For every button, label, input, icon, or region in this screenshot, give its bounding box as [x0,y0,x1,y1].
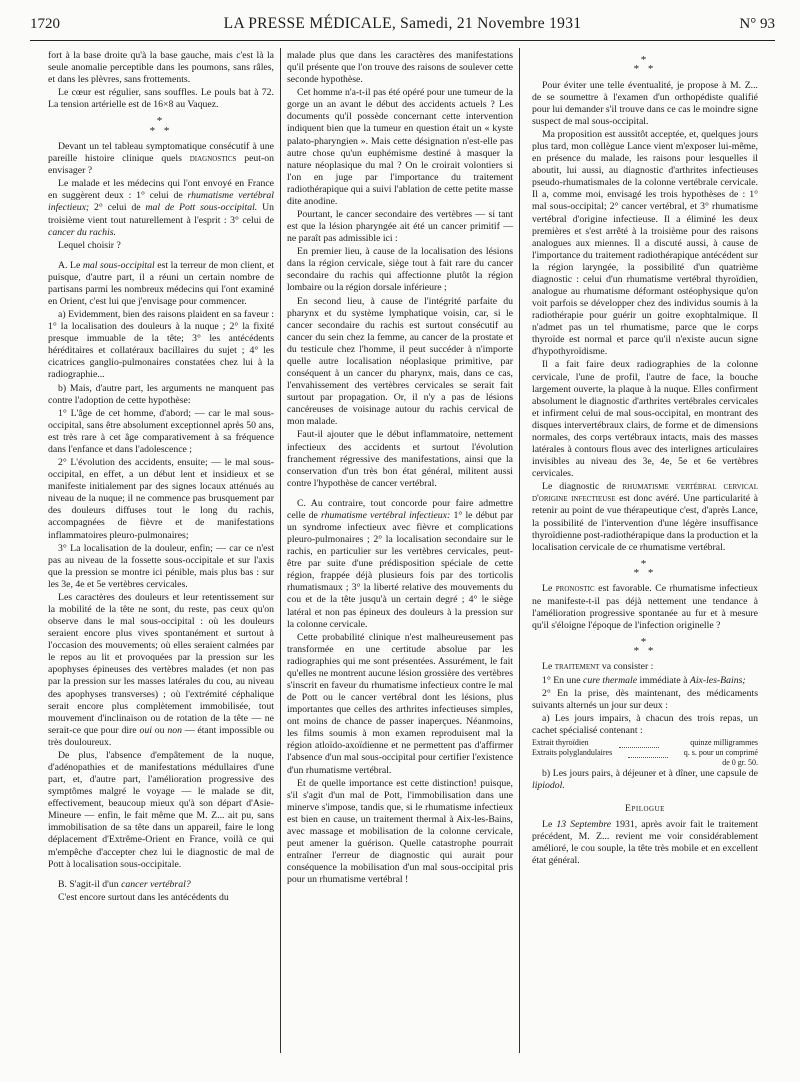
paragraph: Ma proposition est aussitôt acceptée, et, quelques jours plus tard, mon collègue Lance vient m'exposer lui-même, en présence du malade, les raisons pour lesquelles il aboutit, lui aussi, au diagnostic d'arthrites infectieuses pseudo-rhumatismales de la colonne vertébrale cervicale. Il a, comme moi, envisagé les trois hypothèses de : 1° mal sous-occipital; 2° cancer vertébral, et 3° rhumatisme vertébral d'origine infectieuse. Il a éliminé les deux premières et s'est arrêté à la troisième pour des raisons analogues aux miennes. Il a discuté aussi, à cause de l'importance du traitement radiothérapique antécédent sur la région laryngée, la possibilité d'un quatrième diagnostic : celui d'un rhumatisme vertébral thyroïdien, analogue au rhumatisme déformant ostéophysique qu'on voit parfois se développer chez des individus soumis à la radiothérapie pour guérir un goitre exophtalmique. Il n'admet pas un tel rhumatisme, parce que le corps thyroïde est normal et parce qu'il n'existe aucun signe d'hypothyroïdisme. [532,129,758,358]
section-separator: * * * [633,635,657,658]
issue-number: N° 93 [739,16,775,32]
paragraph: a) Evidemment, bien des raisons plaident en sa faveur : 1° la localisation des douleurs à la nuque ; 2° la fixité presque immuable de la tête; 3° les antécédents héréditaires et collatéraux bacillaires du sujet ; 4° les cicatrices ganglio-pulmonaires constatées chez lui à la radiographie... [48,309,274,381]
paragraph: 3° La localisation de la douleur, enfin; — car ce n'est pas au niveau de la fossette sous-occipitale et sur l'axis que la pression se montre ici pénible, mais plus bas : sur les 3e, 4e et 5e vertèbres cervicales. [48,542,274,590]
page-number: 1720 [30,16,60,32]
paragraph: Cette probabilité clinique n'est malheureusement pas transformée en une certitude absolue par les radiographies qui me sont présentées. Assurément, le fait qu'elles ne montrent aucune lésion grossière des vertèbres s'inscrit en faveur du rhumatisme infectieux contre le mal de Pott ou le cancer vertébral dont les lésions, plus importantes que celles des arthrites infectieuses simples, ont moins de chance de passer inaperçues. Néanmoins, les films soumis à mon examen reproduisent mal la région atloïdo-axoïdienne et ne permettent pas d'affirmer l'absence d'un mal sous-occipital pour certifier l'existence d'un rhumatisme vertébral. [287,631,513,776]
paragraph: Lequel choisir ? [58,239,121,251]
paragraph: C'est encore surtout dans les antécédents du [58,891,229,903]
paragraph: En second lieu, à cause de l'intégrité parfaite du pharynx et du système lymphatique voisin, car, si le cancer secondaire du rachis est surtout consécutif au cancer du sein chez la femme, au cancer de la prostate et du testicule chez l'homme, il peut succéder à n'importe quelle autre localisation néoplasique primitive, par conséquent à un cancer du pharynx, mais, dans ce cas, l'envahissement des vertèbres cervicales se serait fait surtout par propagation. Or, il n'y a pas de lésions cancéreuses de voisinage autour du rachis cervical de mon malade. [287,295,513,428]
paragraph: Cet homme n'a-t-il pas été opéré pour une tumeur de la gorge un an avant le début des accidents actuels ? Les documents qu'il possède concernant cette intervention indiquent bien que la tumeur en question était un « kyste palato-pharyngien ». Mais cette désignation n'est-elle pas autre chose qu'un euphémisme destiné à masquer la nature néoplasique du mal ? On le croirait volontiers si l'on en juge par l'importance du traitement radiothérapique qui a suivi l'ablation de cette petite masse dite anodine. [287,87,513,207]
column-1 [48,50,274,905]
paragraph: Le diagnostic de rhumatisme vertébral cervical d'origine infectieuse est donc avéré. Une particularité à retenir au point de vue thérapeutique c'est, d'après Lance, la possibilité de l'intervention d'une légère insuffisance thyroïdienne post-radiothérapique dans la production et la localisation cervicale de ce rhumatisme vertébral. [532,481,759,553]
paragraph: Le malade et les médecins qui l'ont envoyé en France en suggèrent deux : 1° celui de rhumatisme vertébral infectieux; 2° celui de mal de Pott sous-occipital. Un troisième vient tout naturellement à l'esprit : 3° celui de cancer du rachis. [48,178,274,238]
paragraph: 2° L'évolution des accidents, ensuite; — le mal sous-occipital, en effet, a un début lent et insidieux et se manifeste initialement par des signes locaux atténués au niveau de la nuque; il ne commence pas brusquement par des douleurs diffuses tout le long du rachis, accompagnées de fièvre et de manifestations inflammatoires pleuro-pulmonaires; [48,457,274,541]
paragraph: Faut-il ajouter que le début inflammatoire, nettement infectieux des accidents et surtout l'évolution franchement régressive des manifestations, ainsi que la conservation d'un très bon état général, militent aussi contre l'hypothèse de cancer vertébral. [287,429,513,489]
paragraph: Les caractères des douleurs et leur retentissement sur la mobilité de la tête ne sont, du reste, pas ceux qu'on observe dans le mal sous-occipital : où les douleurs seraient encore plus vives spontanément et surtout à l'occasion des mouvements; où elles seraient calmées par le repos au lit et provoquées par la pression sur les apophyses épineuses des vertèbres malades (et non pas par la pression sur les masses latérales du cou, au niveau des apophyses transverses) ; où l'extrémité céphalique serait encore plus complètement immobilisée, tout mouvement d'inclinaison ou de rotation de la tête — ne serait-ce que pour dire oui ou non — étant impossible ou très douloureux. [48,591,275,748]
paragraph: Pourtant, le cancer secondaire des vertèbres — si tant est que la lésion pharyngée ait été un cancer primitif — ne paraît pas admissible ici : [287,209,513,245]
prescription: Extrait thyroïdien quinze milligrammes Extraits polyglandulaires q. s. pour un comprimé de 0 gr. 50. [532,737,758,767]
section-separator: * * * [149,115,173,137]
paragraph: A. Le mal sous-occipital est la terreur de mon client, et puisque, d'autre part, il a réuni un certain nombre de partisans parmi les nombreux médecins qui l'ont examiné en Orient, c'est lui que j'envisage pour commencer. [48,259,275,308]
epilogue-heading: Epilogue [625,803,665,815]
paragraph: B. S'agit-il d'un cancer vertébral? [58,878,191,890]
column-divider [280,48,281,1053]
paragraph: Et de quelle importance est cette distinction! puisque, s'il s'agit d'un mal de Pott, l'immobilisation dans une minerve s'impose, tandis que, si le rhumatisme infectieux est bien en cause, un traitement thermal à Aix-les-Bains, avec massage et mobilisation de la colonne cervicale, peut amener la guérison. Quelle catastrophe pourrait entraîner l'erreur de diagnostic qui aurait pour conséquence la mobilisation d'un mal sous-occipital pris pour un rhumatisme vertébral ! [287,777,513,886]
column-divider [519,48,520,1053]
paragraph: malade plus que dans les caractères des manifestations qu'il présente que l'on trouve des raisons de soulever cette seconde hypothèse. [287,50,513,86]
column-2 [287,50,513,887]
section-separator: * * * [633,557,657,580]
paragraph: Pour éviter une telle éventualité, je propose à M. Z... de se soumettre à l'examen d'un orthopédiste qualifié pour lui demander s'il trouve dans ce cas le moindre signe suspect de mal sous-occipital. [532,79,758,127]
journal-title: LA PRESSE MÉDICALE, Samedi, 21 Novembre 1931 [223,15,582,32]
paragraph: a) Les jours impairs, à chacun des trois repas, un cachet spécialisé contenant : [532,712,758,736]
column-3 [532,50,758,868]
paragraph: Le 13 Septembre 1931, après avoir fait le traitement précédent, M. Z... revient me voir considérablement amélioré, le cou souple, la tête très mobile et en excellent état général. [532,819,758,867]
paragraph: b) Les jours pairs, à déjeuner et à dîner, une capsule de lipiodol. [532,767,758,791]
paragraph: Le pronostic est favorable. Ce rhumatisme infectieux ne manifeste-t-il pas déjà nettement une tendance à l'amélioration progressive spontanée au fur et à mesure qu'il s'éloigne l'époque de l'infection originelle ? [532,583,758,631]
paragraph: Le traitement va consister : [542,661,654,673]
paragraph: C. Au contraire, tout concorde pour faire admettre celle de rhumatisme vertébral infectieux: 1° le début par un syndrome infectieux avec fièvre et complications pleuro-pulmonaires ; 2° la localisation secondaire sur le rachis, en particulier sur les vertèbres cervicales, peut-être par suite d'une prédisposition spéciale de cette région, frappée déjà plusieurs fois par des torticolis rhumatismaux ; 3° la liberté relative des mouvements du cou et de la tête jusqu'à un certain degré ; 4° le siège latéral et non pas épineux des douleurs à la pression sur la colonne cervicale. [287,497,514,630]
paragraph: Le cœur est régulier, sans souffles. Le pouls bat à 72. La tension artérielle est de 16×8 au Vaquez. [48,87,274,111]
paragraph: b) Mais, d'autre part, les arguments ne manquent pas contre l'adoption de cette hypothèse: [48,382,274,406]
paragraph: En premier lieu, à cause de la localisation des lésions dans la région cervicale, siège tout à fait rare du cancer secondaire du rachis qui affectionne plutôt la région lombaire ou la région dorsale inférieure ; [287,246,513,294]
paragraph: De plus, l'absence d'empâtement de la nuque, d'adénopathies et de manifestations médullaires d'une part, et, d'autre part, l'amélioration progressive des symptômes malgré le voyage — le malade se dit, effectivement, beaucoup mieux qu'à son départ d'Asie-Mineure — enfin, le fait même que M. Z... ait pu, sans immobilisation de sa tête dans un appareil, faire le long déplacement d'Extrême-Orient en France, voilà ce qui m'empêche d'accepter chez lui le diagnostic de mal de Pott à localisation sous-occipitale. [48,749,274,870]
paragraph: 1° En une cure thermale immédiate à Aix-les-Bains; [542,674,746,686]
page-header [30,14,775,41]
paragraph: 1° L'âge de cet homme, d'abord; — car le mal sous-occipital, sans être absolument exceptionnel après 50 ans, est très rare à cet âge comparativement à sa fréquence dans l'enfance et dans l'adolescence ; [48,407,274,455]
paragraph: Devant un tel tableau symptomatique consécutif à une pareille histoire clinique quels diagnostics peut-on envisager ? [48,141,274,177]
paragraph: fort à la base droite qu'à la base gauche, mais c'est là la seule anomalie perceptible dans les poumons, sans râles, et dans les plèvres, sans frottements. [48,50,274,86]
paragraph: 2° En la prise, dès maintenant, des médicaments suivants alternés un jour sur deux : [532,687,758,711]
paragraph: Il a fait faire deux radiographies de la colonne cervicale, l'une de profil, l'autre de face, la bouche largement ouverte, la plaque à la nuque. Elles confirment absolument le diagnostic d'arthrites vertébrales cervicales et infirment celui de mal sous-occipital, en montrant des disques intervertébraux clairs, de forme et de dimensions normales, des corps vertébraux intacts, mais des masses latérales à contours flous avec des interlignes articulaires invisibles au niveau des 3e, 4e, 5e et 6e vertèbres cervicales. [532,359,758,480]
section-separator: * * * [633,54,657,76]
